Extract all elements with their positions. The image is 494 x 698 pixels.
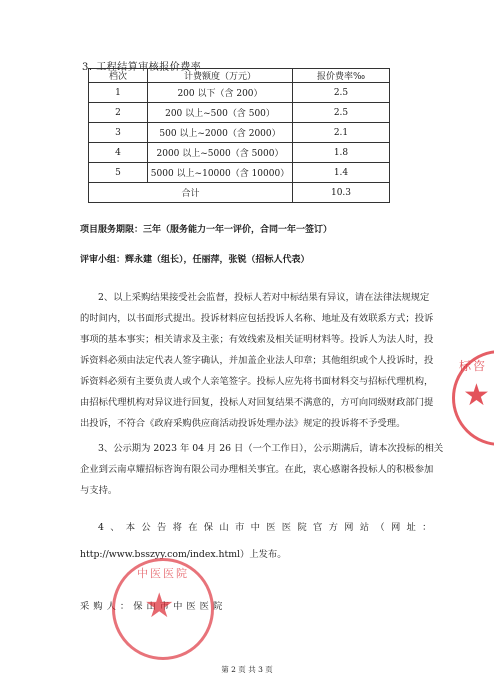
seal-text: 中医医院 — [137, 567, 189, 580]
section-title: 3. 工程结算审核报价费率 — [82, 62, 202, 73]
paragraph-4-line1: 4、本公告将在保山市中医医院官方网站（网址： — [98, 522, 438, 533]
paragraph-line: 事项的基本事实；相关请求及主张；有效线索及相关证明材料等。投诉人为法人时，投 — [80, 334, 434, 345]
review-group: 评审小组：辉永建（组长），任丽萍，张锐（招标人代表） — [80, 255, 310, 265]
seal-text: 标咨 — [459, 359, 488, 373]
table-row — [89, 103, 390, 123]
rate-cell: 2.1 — [293, 123, 390, 143]
total-label: 合计 — [89, 183, 293, 203]
red-seal-hospital — [112, 558, 214, 660]
tier-cell: 1 — [89, 83, 148, 103]
tier-cell: 2 — [89, 103, 148, 123]
seal-star-icon: ★ — [463, 378, 490, 413]
table-row — [89, 163, 390, 183]
table-row — [89, 83, 390, 103]
purchaser-line: 采购人：保山市中医医院 — [80, 601, 227, 612]
fee-table — [88, 68, 390, 203]
fee-table-header-tier: 档次 — [89, 69, 148, 83]
red-seal-right — [452, 350, 494, 446]
seal-star-icon: ★ — [144, 586, 175, 626]
table-row — [89, 123, 390, 143]
page-footer: 第 2 页 共 3 页 — [221, 665, 273, 674]
tier-cell: 5 — [89, 163, 148, 183]
range-cell: 2000 以上~5000（含 5000） — [148, 143, 293, 163]
range-cell: 500 以上~2000（含 2000） — [148, 123, 293, 143]
paragraph-4-line2: http://www.bsszyy.com/index.html）上发布。 — [80, 549, 287, 560]
fee-table-header-row — [89, 69, 390, 83]
range-cell: 5000 以上~10000（含 10000） — [148, 163, 293, 183]
rate-cell: 2.5 — [293, 83, 390, 103]
service-period: 项目服务期限：三年（服务能力一年一评价，合同一年一签订） — [80, 225, 333, 235]
rate-cell: 1.8 — [293, 143, 390, 163]
paragraph-line: 由招标代理机构对异议进行回复，投标人对回复结果不满意的，方可向同级财政部门提 — [80, 397, 434, 408]
paragraph-line: 与支持。 — [80, 485, 118, 496]
fee-table-header-rate: 报价费率‰ — [293, 69, 390, 83]
paragraph-line: 出投诉，不符合《政府采购供应商活动投诉处理办法》规定的投诉将不予受理。 — [80, 418, 406, 429]
tier-cell: 3 — [89, 123, 148, 143]
rate-cell: 2.5 — [293, 103, 390, 123]
paragraph-line: 的时间内，以书面形式提出。投诉材料应包括投诉人名称、地址及有效联系方式；投诉 — [80, 313, 434, 324]
paragraph-line: 诉资料必须由法定代表人签字确认，并加盖企业法人印章；其他组织或个人投诉时，投 — [80, 355, 434, 366]
total-value: 10.3 — [293, 183, 390, 203]
paragraph-2 — [80, 287, 445, 434]
tier-cell: 4 — [89, 143, 148, 163]
paragraph-line: 3、公示期为 2023 年 04 月 26 日（一个工作日），公示期满后，请本次投标的相关 — [98, 443, 444, 454]
table-row — [89, 143, 390, 163]
range-cell: 200 以下（含 200） — [148, 83, 293, 103]
paragraph-line: 2、以上采购结果接受社会监督，投标人若对中标结果有异议，请在法律法规规定 — [98, 292, 430, 303]
rate-cell: 1.4 — [293, 163, 390, 183]
paragraph-line: 企业到云南卓耀招标咨询有限公司办理相关事宜。在此，衷心感谢各投标人的积极参加 — [80, 464, 434, 475]
paragraph-3 — [80, 438, 445, 501]
paragraph-line: 诉资料必须有主要负责人或个人亲笔签字。投标人应先将书面材料交与招标代理机构， — [80, 376, 434, 387]
range-cell: 200 以上~500（含 500） — [148, 103, 293, 123]
total-row — [89, 183, 390, 203]
fee-table-header-range: 计费额度（万元） — [148, 69, 293, 83]
